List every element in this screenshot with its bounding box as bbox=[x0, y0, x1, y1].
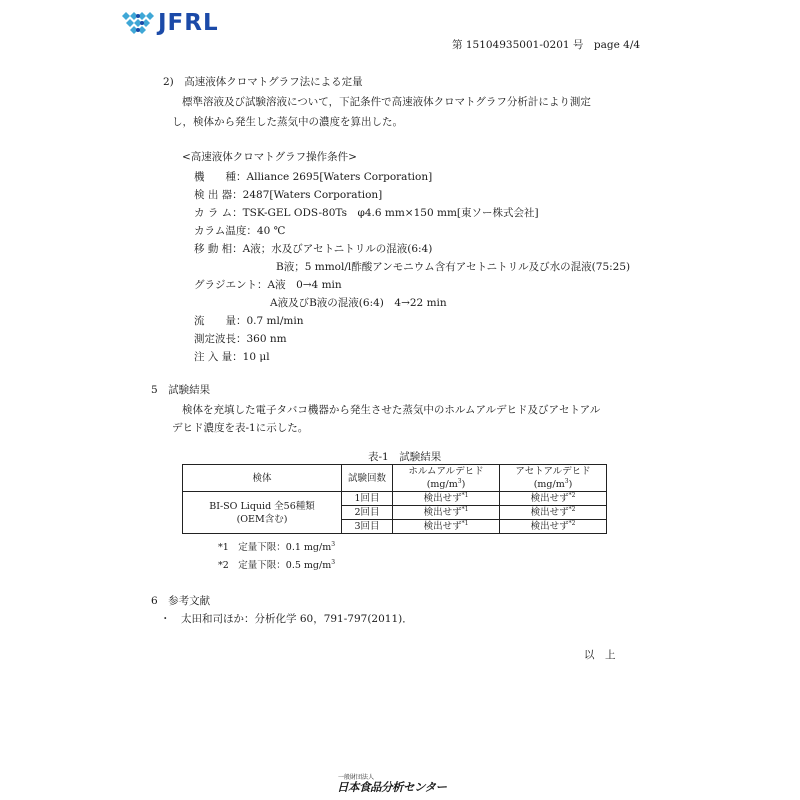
condition-wavelength: 測定波長：360 nm bbox=[194, 333, 287, 345]
unit-acetaldehyde: $(mg/m^3)$ bbox=[500, 478, 607, 492]
section2-heading: 2) 高速液体クロマトグラフ法による定量 bbox=[163, 76, 363, 88]
condition-mobile-phase-a: 移 動 相：A液；水及びアセトニトリルの混液(6:4) bbox=[194, 243, 433, 255]
trial-cell: 1回目 bbox=[342, 492, 393, 506]
section6-heading: 6 参考文献 bbox=[151, 595, 211, 607]
condition-flow-rate: 流 量：0.7 ml/min bbox=[194, 315, 304, 327]
section5-paragraph-line2: デヒド濃度を表-1に示した。 bbox=[172, 422, 309, 434]
footnote-1: *1 定量下限：0.1 $mg/m^3$ bbox=[218, 541, 336, 553]
trial-cell: 2回目 bbox=[342, 506, 393, 520]
section2-paragraph-line2: し，検体から発生した蒸気中の濃度を算出した。 bbox=[172, 116, 403, 128]
table-caption: 表-1 試験結果 bbox=[368, 451, 442, 463]
header-sample: 検体 bbox=[183, 465, 342, 492]
header-acetaldehyde: アセトアルデヒド bbox=[500, 465, 607, 479]
condition-column: カ ラ ム：TSK-GEL ODS-80Ts φ4.6 mm×150 mm[東ソー株式会社] bbox=[194, 207, 539, 219]
logo-text: JFRL bbox=[158, 10, 219, 36]
sample-name: BI-SO Liquid 全56種類 bbox=[209, 500, 315, 512]
table-header-row bbox=[183, 465, 607, 479]
footer-org-type: 一般財団法人 bbox=[338, 774, 375, 781]
formaldehyde-cell: 検出せず$^{*1}$ bbox=[393, 506, 500, 520]
unit-formaldehyde: $(mg/m^3)$ bbox=[393, 478, 500, 492]
reference-item: ・ 太田和司ほか：分析化学 60，791-797(2011)． bbox=[160, 613, 413, 625]
sample-cell bbox=[183, 492, 342, 534]
acetaldehyde-cell: 検出せず$^{*2}$ bbox=[500, 492, 607, 506]
header-formaldehyde: ホルムアルデヒド bbox=[393, 465, 500, 479]
results-table bbox=[182, 464, 607, 534]
formaldehyde-cell: 検出せず$^{*1}$ bbox=[393, 520, 500, 534]
condition-column-temp: カラム温度：40 ℃ bbox=[194, 225, 286, 237]
document-number: 第 15104935001-0201 号 page 4/4 bbox=[452, 39, 641, 51]
footnote-2: *2 定量下限：0.5 $mg/m^3$ bbox=[218, 559, 336, 571]
jfrl-logo bbox=[120, 8, 240, 38]
section5-heading: 5 試験結果 bbox=[151, 384, 211, 396]
sample-note: (OEM含む) bbox=[236, 513, 288, 525]
acetaldehyde-cell: 検出せず$^{*2}$ bbox=[500, 506, 607, 520]
condition-instrument: 機 種：Alliance 2695[Waters Corporation] bbox=[194, 171, 433, 183]
acetaldehyde-cell: 検出せず$^{*2}$ bbox=[500, 520, 607, 534]
section2-paragraph-line1: 標準溶液及び試験溶液について，下記条件で高速液体クロマトグラフ分析計により測定 bbox=[182, 96, 591, 108]
condition-mobile-phase-b: B液；5 mmol/l酢酸アンモニウム含有アセトニトリル及び水の混液(75:25) bbox=[276, 261, 631, 273]
trial-cell: 3回目 bbox=[342, 520, 393, 534]
section5-paragraph-line1: 検体を充填した電子タバコ機器から発生させた蒸気中のホルムアルデヒド及びアセトアル bbox=[182, 404, 601, 416]
jfrl-logo-icon bbox=[120, 8, 156, 38]
condition-gradient-1: グラジエント：A液 0→4 min bbox=[194, 279, 342, 291]
table-row bbox=[183, 492, 607, 506]
header-trials: 試験回数 bbox=[342, 465, 393, 492]
footer-org-name: 日本食品分析センター bbox=[337, 780, 447, 794]
condition-detector: 検 出 器：2487[Waters Corporation] bbox=[194, 189, 383, 201]
condition-gradient-2: A液及びB液の混液(6:4) 4→22 min bbox=[270, 297, 447, 309]
condition-injection-volume: 注 入 量：10 μl bbox=[194, 351, 270, 363]
formaldehyde-cell: 検出せず$^{*1}$ bbox=[393, 492, 500, 506]
closing-mark: 以 上 bbox=[584, 649, 616, 661]
conditions-title: <高速液体クロマトグラフ操作条件> bbox=[182, 151, 357, 163]
